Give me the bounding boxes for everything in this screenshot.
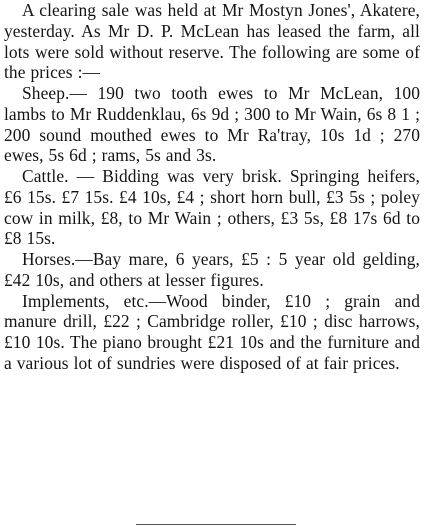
article-paragraph-implements: Implements, etc.—Wood binder, £10 ; grain and manure drill, £22 ; Cambridge roller, £10 ; disc harrows, £10 10s. The piano brought £21 10s and the furniture and a various lot of sundries were disposed of at fair prices. bbox=[4, 290, 420, 373]
article-paragraph-horses: Horses.—Bay mare, 6 years, £5 : 5 year old gelding, £42 10s, and others at lesser figures. bbox=[4, 249, 420, 290]
newspaper-article bbox=[4, 0, 420, 374]
column-end-rule bbox=[136, 524, 296, 525]
article-paragraph-intro: A clearing sale was held at Mr Mostyn Jones', Akatere, yesterday. As Mr D. P. McLean has leased the farm, all lots were sold without reserve. The following are some of the prices :— bbox=[4, 0, 420, 83]
article-paragraph-sheep: Sheep.— 190 two tooth ewes to Mr McLean, 100 lambs to Mr Ruddenklau, 6s 9d ; 300 to Mr Wain, 6s 8 1 ; 200 sound mouthed ewes to Mr Ra'tray, 10s 1d ; 270 ewes, 5s 6d ; rams, 5s and 3s. bbox=[4, 83, 420, 166]
article-paragraph-cattle: Cattle. — Bidding was very brisk. Springing heifers, £6 15s. £7 15s. £4 10s, £4 ; short horn bull, £3 5s ; poley cow in milk, £8, to Mr Wain ; others, £3 5s, £8 17s 6d to £8 15s. bbox=[4, 166, 420, 249]
